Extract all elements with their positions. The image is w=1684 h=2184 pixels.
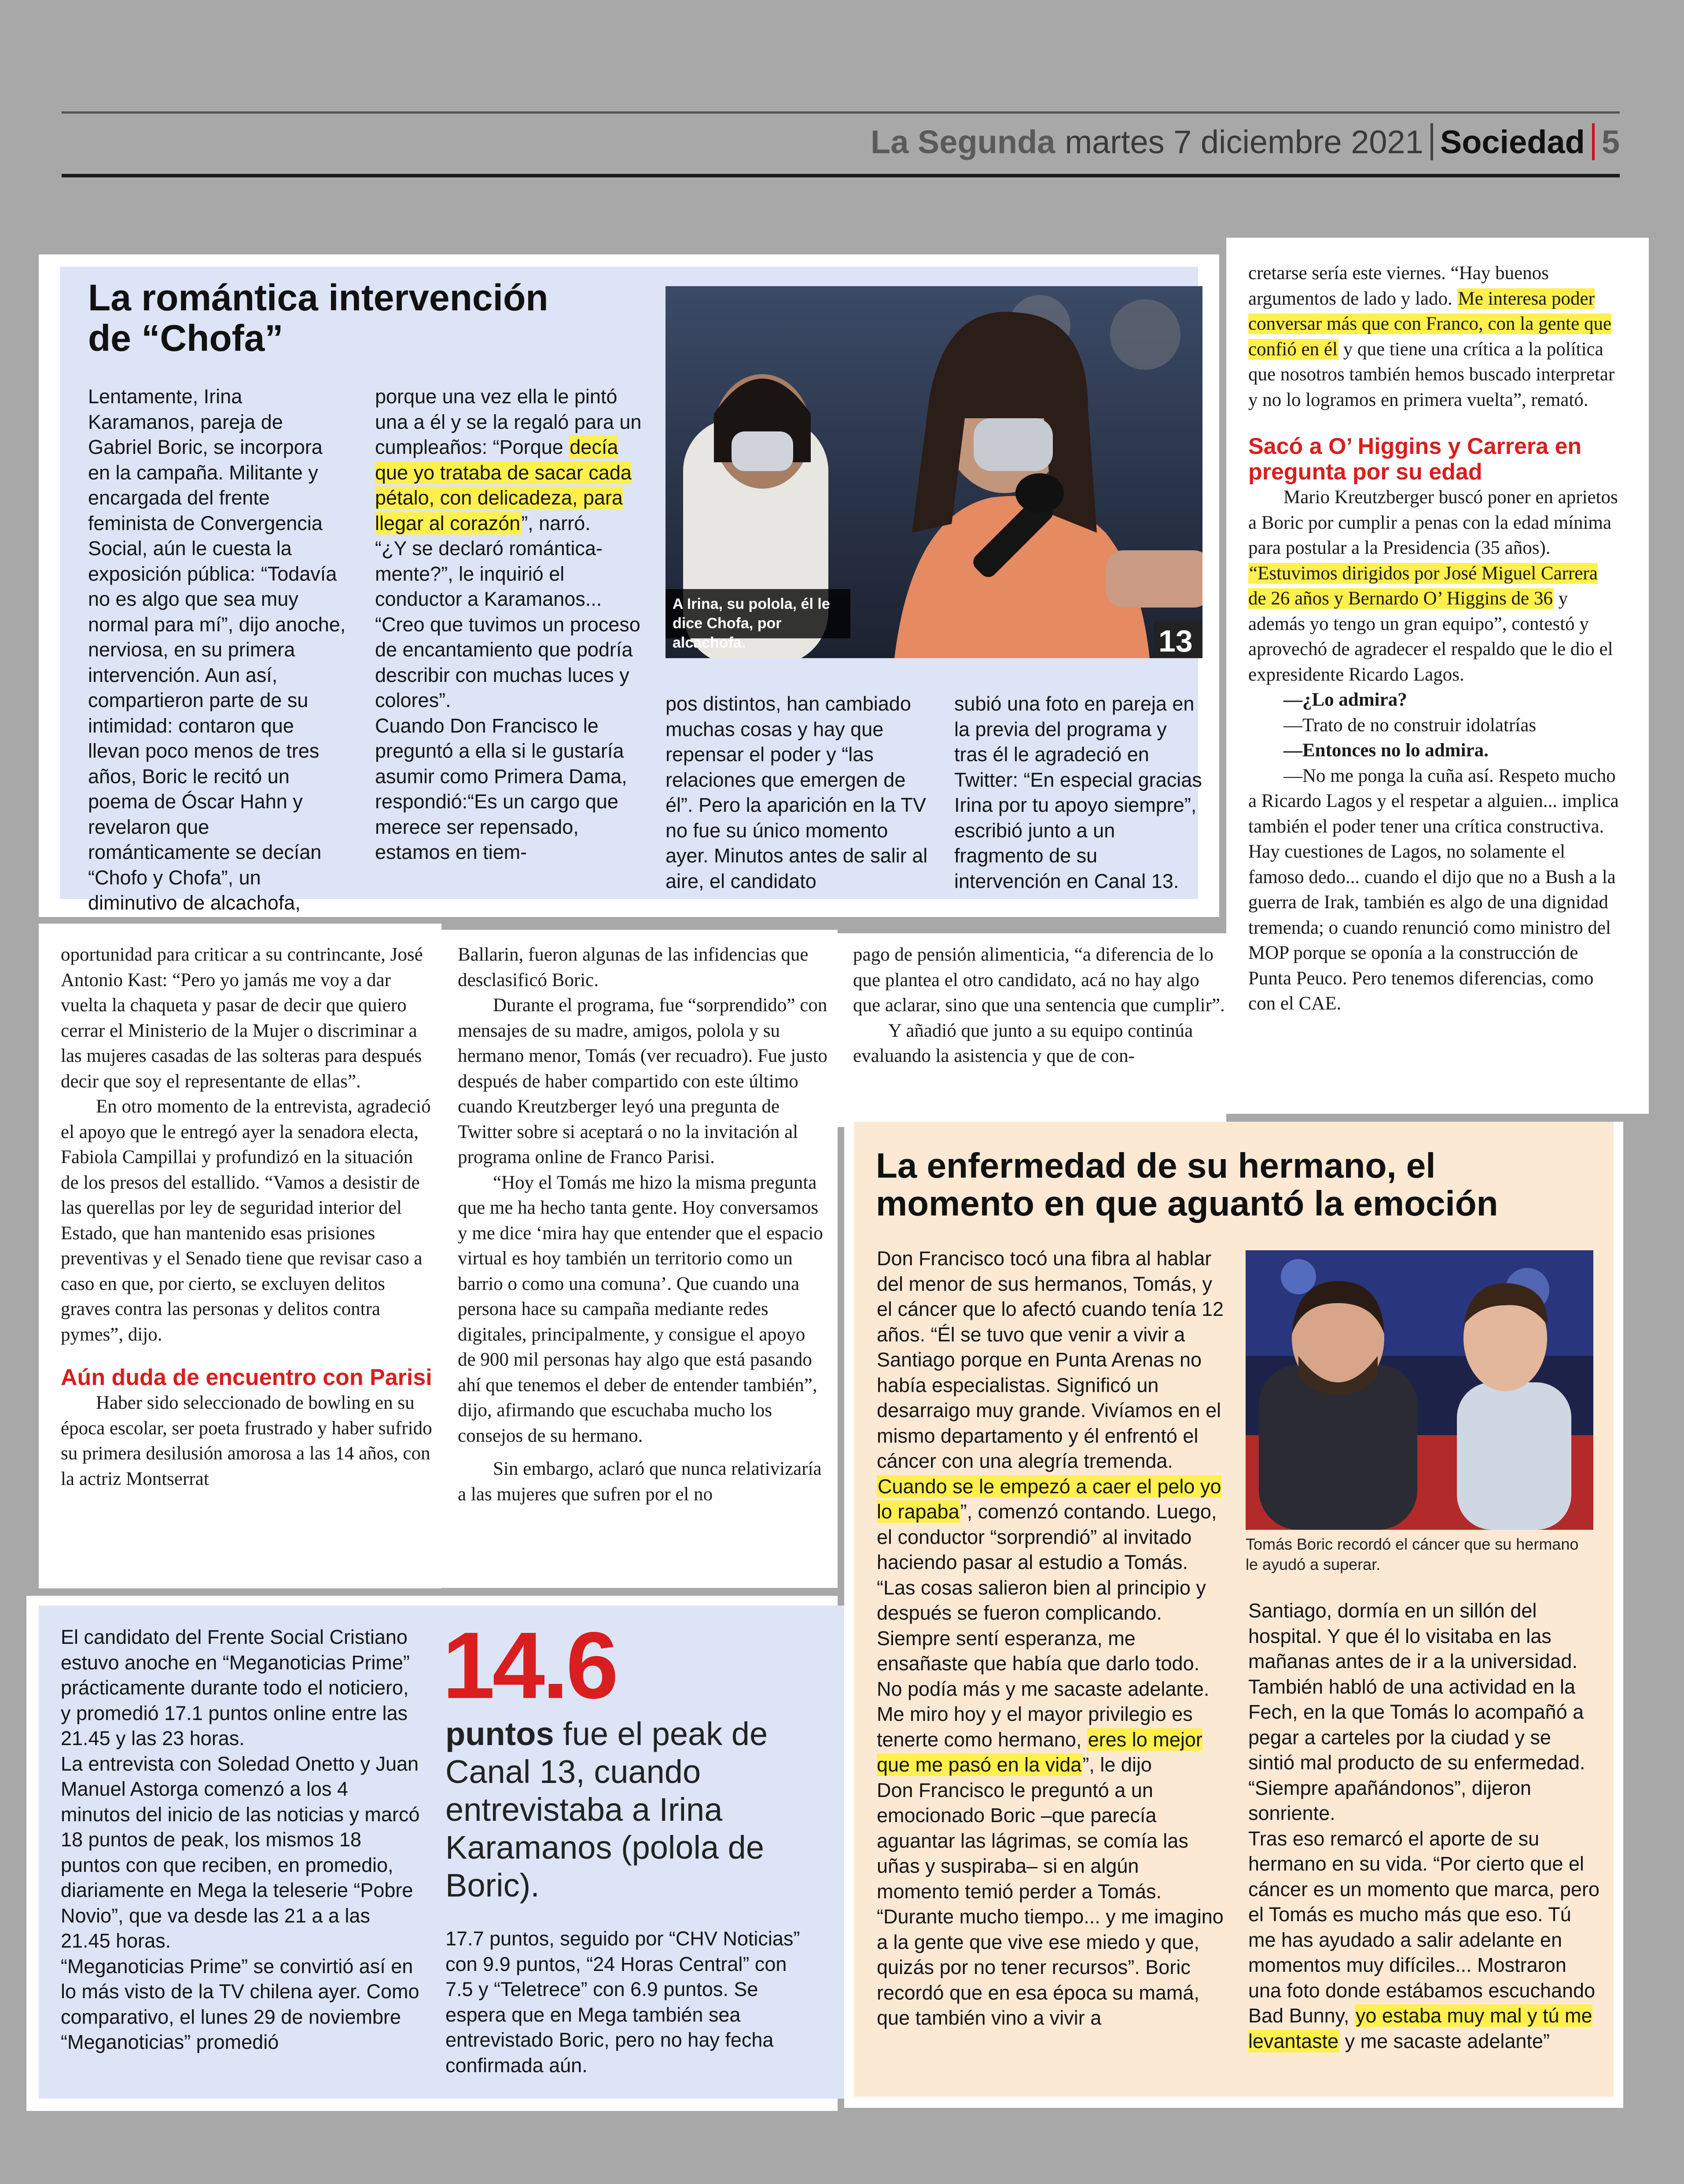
- boric-tomas-photo-illustration: [1246, 1250, 1593, 1530]
- section-name: Sociedad: [1440, 123, 1585, 160]
- hermano-photo-caption: Tomás Boric recordó el cáncer que su hermano le ayudó a superar.: [1246, 1535, 1579, 1573]
- middle-column-3: pago de pensión alimenticia, “a diferencia de lo que plantea el otro candidato, acá no hay algo que aclarar, sino que una sentencia que cumplir”. Y añadió que junto a su equipo continúa evaluando la asistencia y que de con-: [853, 944, 1225, 1066]
- header-top-rule: [62, 111, 1620, 114]
- header-bottom-rule: [62, 174, 1620, 177]
- hermano-column-1: Don Francisco tocó una fibra al hablar del menor de sus hermanos, Tomás, y el cáncer que lo afectó cuando tenía 12 años. “Él se tuvo que venir a vivir a Santiago porque en Punta Arenas no había especialistas. Significó un desarraigo muy grande. Vivíamos en el mismo departamento y él enfrentó el cáncer con una alegría tremenda. Cuando se le empezó a caer el pelo yo lo rapaba”, comenzó contando. Luego, el conductor “sorprendió” al invitado haciendo pasar al estudio a Tomás. “Las cosas salieron bien al principio y después se fueron complicando. Siempre sentí esperanza, me ensañaste que había que darlo todo. No podía más y me sacaste adelante. Me miro hoy y el mayor privilegio es tenerte como hermano, eres lo mejor que me pasó en la vida”, le dijo Don Francisco le preguntó a un emocionado Boric –que parecía aguantar las lágrimas, se comía las uñas y suspiraba– si en algún momento temió perder a Tomás. “Durante mucho tiempo... y me imagino a la gente que vive ese miedo y que, quizás por no tener recursos”. Boric recordó que en esa época su mamá, que también vino a vivir a: [877, 1247, 1224, 2029]
- page-number: 5: [1601, 123, 1620, 160]
- subhead-ohiggins: Sacó a O’ Higgins y Carrera en pregunta por su edad: [1248, 434, 1582, 485]
- right-top-text: cretarse sería este viernes. “Hay buenos argumentos de lado y lado. Me interesa poder conversar más que con Franco, con la gente que confió en él y que tiene una crítica a la política que nosotros también hemos buscado interpretar y no lo logramos en primera vuelta”, remató. Sacó a O’ Higgins y Carrera en pregunta por su edad Mario Kreutzberger buscó poner en aprietos a Boric por cumplir a penas con la edad mínima para postular a la Presidencia (35 años). “Estuvimos dirigidos por José Miguel Carrera de 26 años y Bernardo O’ Higgins de 36 y además yo tengo un gran equipo”, contestó y aprovechó de agradecer el respaldo que le dio el expresidente Ricardo Lagos. —¿Lo admira? —Trato de no construir idolatrías —Entonces no lo admira. —No me ponga la cuña así. Respeto mucho a Ricardo Lagos y el respetar a alguien... implica también el poder tener una crítica constructiva. Hay cuestiones de Lagos, no solamente el famoso dedo... cuando el dijo que no a Bush a la guerra de Irak, también es algo de una dignidad tremenda; o cuando renunció como ministro del MOP porque se oponía a la construcción de Punta Peuco. Pero tenemos diferencias, como con el CAE.: [1248, 261, 1620, 1016]
- hermano-title: La enfermedad de su hermano, el momento en que aguantó la emoción: [876, 1146, 1498, 1223]
- channel-13-logo: 13: [1158, 624, 1193, 658]
- boric-tomas-photo: [1246, 1250, 1593, 1530]
- ratings-big-number: 14.6: [442, 1612, 616, 1718]
- ratings-column-2: 17.7 puntos, seguido por “CHV Noticias” con 9.9 puntos, “24 Horas Central” con 7.5 y “Teletrece” con 6.9 puntos. Se espera que en Mega también sea entrevistado Boric, pero no hay fecha confirmada aún.: [445, 1927, 800, 2077]
- chofa-title: La romántica intervención de “Chofa”: [88, 277, 548, 359]
- header-date: martes 7 diciembre 2021: [1065, 123, 1423, 160]
- subhead-parisi: Aún duda de encuentro con Parisi: [61, 1365, 432, 1390]
- newspaper-name: La Segunda: [871, 123, 1055, 160]
- chofa-column-2: porque una vez ella le pintó una a él y se la regaló para un cumpleaños: “Porque decía que yo trataba de sacar cada pétalo, con delicadeza, para llegar al corazón”, narró. “¿Y se declaró romántica-mente?”, le inquirió el conductor a Karamanos... “Creo que tuvimos un proceso de encantamiento que podría describir con muchas luces y colores”. Cuando Don Francisco le preguntó a ella si le gustaría asumir como Primera Dama, respondió:“Es un cargo que merece ser repensado, estamos en tiem-: [375, 385, 642, 863]
- hermano-column-2: Santiago, dormía en un sillón del hospital. Y que él lo visitaba en las mañanas antes de ir a la universidad. También habló de una actividad en la Fech, en la que Tomás lo acompañó a pegar a carteles por la ciudad y se sintió mal producto de su enfermedad. “Siempre apañándonos”, dijeron sonriente. Tras eso remarcó el aporte de su hermano en su vida. “Por cierto que el cáncer es un momento que marca, pero el Tomás es mucho más que eso. Tú me has ayudado a salir adelante en momentos muy difíciles... Mostraron una foto donde estábamos escuchando Bad Bunny, yo estaba muy mal y tú me levantaste y me sacaste adelante”: [1248, 1599, 1599, 2052]
- middle-column-1: oportunidad para criticar a su contrincante, José Antonio Kast: “Pero yo jamás me voy a dar vuelta la chaqueta y pasar de decir que quiero cerrar el Ministerio de la Mujer o discriminar a las mujeres casadas de las solteras para después decir que soy el representante de ellas”. En otro momento de la entrevista, agradeció el apoyo que le entregó ayer la senadora electa, Fabiola Campillai y profundizó en la situación de los presos del estallido. “Vamos a desistir de las querellas por ley de seguridad interior del Estado, que han mantenido esas prisiones preventivas y el Senado tiene que revisar caso a caso en que, por cierto, se excluyen delitos graves contra las personas y delitos contra pymes”, dijo. Aún duda de encuentro con Parisi Haber sido seleccionado de bowling en su época escolar, ser poeta frustrado y haber sufrido su primera desilusión amorosa a las 14 años, con la actriz Montserrat: [61, 944, 432, 1489]
- page-header: [62, 115, 1620, 173]
- ratings-big-caption: puntos fue el peak de Canal 13, cuando entrevistaba a Irina Karamanos (polola de Boric).: [445, 1716, 768, 1904]
- chofa-column-1: Lentamente, Irina Karamanos, pareja de Gabriel Boric, se incorpora en la campaña. Militante y encargada del frente feminista de Convergencia Social, aún le cuesta la exposición pública: “Todavía no es algo que sea muy normal para mí”, dijo anoche, nerviosa, en su primera intervención. Aun así, compartieron parte de su intimidad: contaron que llevan poco menos de tres años, Boric le recitó un poema de Óscar Hahn y revelaron que románticamente se decían “Chofo y Chofa”, un diminutivo de alcachofa,: [88, 385, 346, 914]
- ratings-column-1: El candidato del Frente Social Cristiano estuvo anoche en “Meganoticias Prime” prácticamente durante todo el noticiero, y promedió 17.1 puntos online entre las 21.45 y las 23 horas. La entrevista con Soledad Onetto y Juan Manuel Astorga comenzó a los 4 minutos del inicio de las noticias y marcó 18 puntos de peak, los mismos 18 puntos con que reciben, en promedio, diariamente en Mega la teleserie “Pobre Novio”, que va desde las 21 a a las 21.45 horas. “Meganoticias Prime” se convirtió así en lo más visto de la TV chilena ayer. Como comparativo, el lunes 29 de noviembre “Meganoticias” promedió: [61, 1626, 420, 2053]
- irina-photo-caption: A Irina, su polola, él le dice Chofa, por alcachofa.: [666, 589, 850, 638]
- chofa-column-4: subió una foto en pareja en la previa del programa y tras él le agradeció en Twitter: “En especial gracias Irina por tu apoyo siempre”, escribió junto a un fragmento de su intervención en Canal 13.: [954, 692, 1202, 892]
- chofa-quote-highlight: decía que yo trataba de sacar cada pétalo, con delicadeza, para llegar al corazón: [375, 436, 632, 534]
- middle-column-2: Ballarin, fueron algunas de las infidencias que desclasificó Boric. Durante el programa, fue “sorprendido” con mensajes de su madre, amigos, polola y su hermano menor, Tomás (ver recuadro). Fue justo después de haber compartido con este último cuando Kreutzberger leyó una pregunta de Twitter sobre si aceptará o no la invitación al programa online de Franco Parisi. “Hoy el Tomás me hizo la misma pregunta que me ha hecho tanta gente. Hoy conversamos y me dice ‘mira hay que entender que el espacio virtual es hoy también un territorio como un barrio o como una comuna’. Que cuando una persona hace su campaña mediante redes digitales, principalmente, y consigue el apoyo de 900 mil personas hay algo que está pasando ahí que tenemos el deber de entender también”, dijo, afirmando que escuchaba mucho los consejos de su hermano. Sin embargo, aclaró que nunca relativizaría a las mujeres que sufren por el no: [458, 944, 827, 1505]
- chofa-column-3: pos distintos, han cambiado muchas cosas y hay que repensar el poder y “las relaciones que emergen de él”. Pero la aparición en la TV no fue su único momento ayer. Minutos antes de salir al aire, el candidato: [666, 692, 928, 892]
- irina-photo: [666, 286, 1202, 658]
